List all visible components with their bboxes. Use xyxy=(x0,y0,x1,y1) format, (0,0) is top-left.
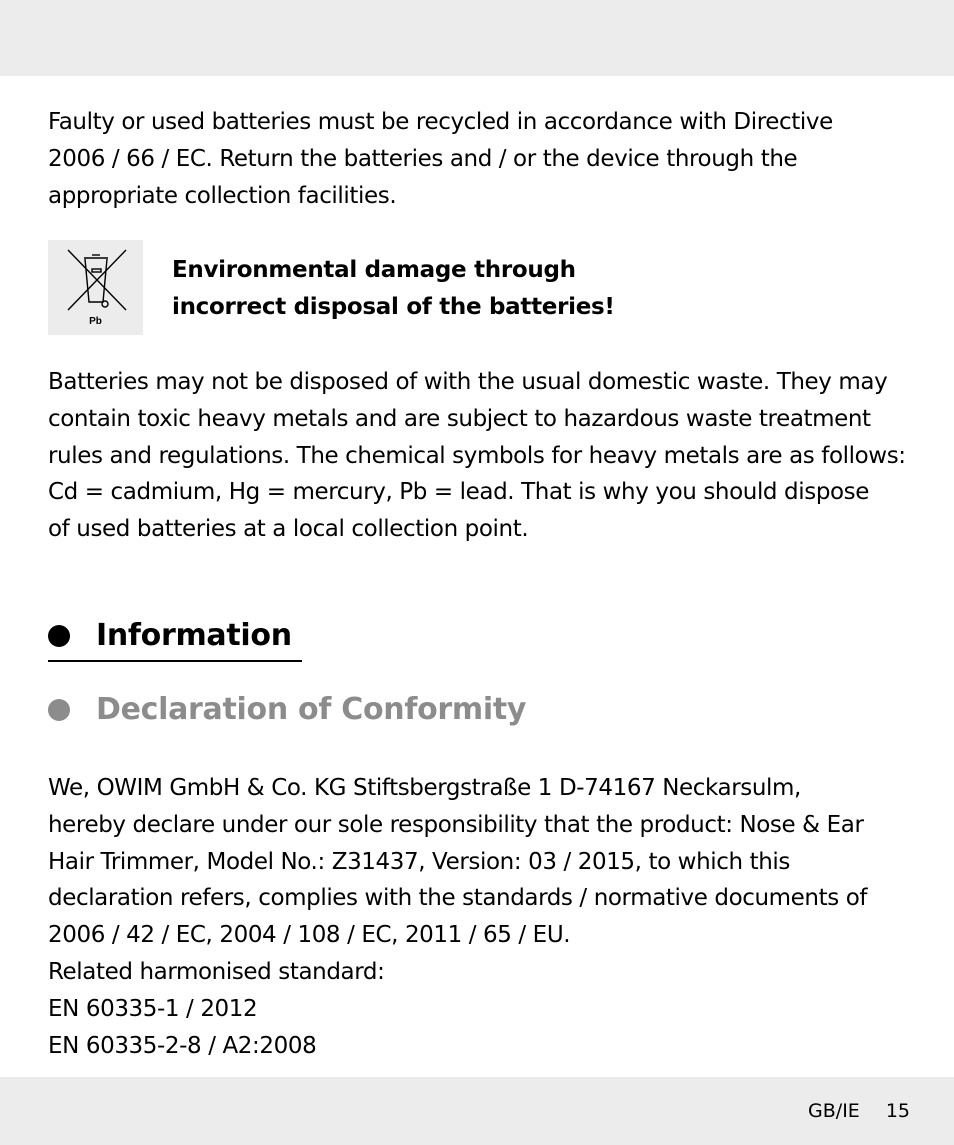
bullet-dot-icon xyxy=(48,625,70,647)
disposal-paragraph: Batteries may not be disposed of with the usual domestic waste. They may contain toxic heavy metals and are subject to hazardous waste treatment rules and regulations. The chemical symbols for heavy metals are as follows: Cd = cadmium, Hg = mercury, Pb = lead. That is why you should dispose of used batteries at a local collection point. xyxy=(48,369,906,543)
heading-underline xyxy=(48,660,302,662)
recycling-paragraph: Faulty or used batteries must be recycled in accordance with Directive 2006 / 66 / EC. Return the batteries and / or the device through the appropriate collection facilities. xyxy=(48,109,833,209)
declaration-paragraph: We, OWIM GmbH & Co. KG Stiftsbergstraße 1 D-74167 Neckarsulm, hereby declare under our sole responsibility that the product: Nose & Ear Hair Trimmer, Model No.: Z31437, Version: 03 / 2015, to which this declaration refers, complies with the standards / normative documents of 2006 / 42 / EC, 2004 / 108 / EC, 2011 / 65 / EU. Related harmonised standard: EN 60335-1 / 2012 EN 60335-2-8 / A2:2008 xyxy=(48,775,868,1059)
footer-region: GB/IE xyxy=(808,1100,860,1122)
page-footer xyxy=(808,1100,910,1122)
declaration-heading-text: Declaration of Conformity xyxy=(96,692,527,727)
information-heading xyxy=(48,618,292,653)
page-number: 15 xyxy=(885,1100,910,1122)
declaration-heading xyxy=(48,692,526,727)
environmental-warning: Environmental damage through incorrect disposal of the batteries! xyxy=(172,257,615,320)
battery-disposal-symbol xyxy=(48,240,143,335)
top-band xyxy=(0,0,954,76)
information-heading-text: Information xyxy=(96,618,292,653)
lead-symbol-label: Pb xyxy=(89,316,102,327)
bullet-dot-icon xyxy=(48,699,70,721)
